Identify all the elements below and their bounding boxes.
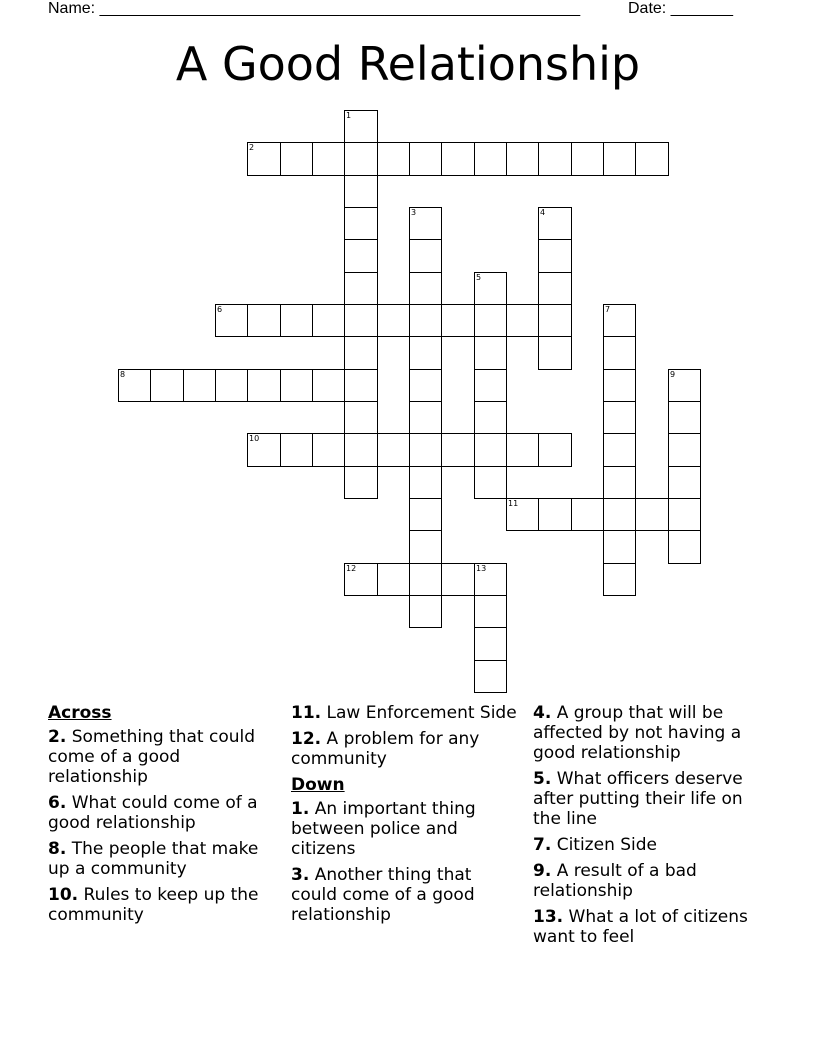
grid-cell (603, 369, 636, 402)
grid-cell (668, 466, 701, 499)
grid-cell (247, 433, 281, 467)
grid-cell (668, 369, 701, 402)
grid-cell (441, 142, 475, 176)
grid-cell (409, 272, 442, 305)
clue-number: 13 (476, 564, 487, 573)
grid-cell (571, 498, 604, 531)
grid-cell (247, 369, 281, 402)
grid-cell (538, 498, 572, 531)
clue-number: 12 (346, 564, 357, 573)
grid-cell (668, 401, 701, 434)
grid-cell (474, 369, 507, 402)
grid-cell (474, 401, 507, 434)
grid-cell (441, 304, 475, 337)
grid-cell (474, 466, 507, 499)
clue-number: 1 (346, 111, 352, 120)
grid-cell (538, 433, 572, 467)
clue-number: 6 (217, 305, 223, 314)
grid-cell (118, 369, 151, 402)
grid-cell (150, 369, 184, 402)
clue-number: 10 (249, 434, 260, 443)
grid-cell (247, 304, 281, 337)
grid-cell (247, 142, 281, 176)
clue-number: 7 (605, 305, 611, 314)
grid-cell (441, 563, 475, 596)
clue-across-12: 12. A problem for any community (291, 729, 480, 769)
grid-cell (377, 142, 410, 176)
grid-cell (603, 466, 636, 499)
clue-down-3: 3. Another thing that could come of a good relationship (291, 865, 475, 925)
clue-number: 8 (120, 370, 126, 379)
grid-cell (280, 304, 313, 337)
grid-cell (603, 336, 636, 370)
clue-down-5: 5. What officers deserve after putting their life on the line (533, 769, 743, 829)
grid-cell (344, 142, 378, 176)
clue-down-1: 1. An important thing between police and citizens (291, 799, 476, 859)
grid-cell (474, 336, 507, 370)
grid-cell (409, 595, 442, 628)
grid-cell (474, 142, 507, 176)
grid-cell (312, 304, 345, 337)
grid-cell (344, 433, 378, 467)
grid-cell (344, 563, 378, 596)
grid-cell (409, 336, 442, 370)
grid-cell (538, 304, 572, 337)
grid-cell (312, 369, 345, 402)
grid-cell (474, 304, 507, 337)
clue-number: 5 (476, 273, 482, 282)
grid-cell (409, 207, 442, 240)
grid-cell (409, 563, 442, 596)
grid-cell (506, 304, 539, 337)
clue-down-4: 4. A group that will be affected by not having a good relationship (533, 703, 742, 763)
grid-cell (377, 563, 410, 596)
grid-cell (344, 207, 378, 240)
clue-column-1 (48, 703, 278, 931)
grid-cell (215, 369, 248, 402)
grid-cell (668, 530, 701, 564)
grid-cell (377, 433, 410, 467)
down-heading: Down (291, 775, 345, 795)
clue-across-6: 6. What could come of a good relationship (48, 793, 258, 833)
grid-cell (538, 142, 572, 176)
grid-cell (603, 401, 636, 434)
grid-cell (668, 498, 701, 531)
grid-cell (344, 239, 378, 273)
grid-cell (409, 401, 442, 434)
clue-across-2: 2. Something that could come of a good relationship (48, 727, 256, 787)
clue-across-11: 11. Law Enforcement Side (291, 703, 517, 723)
puzzle-title: A Good Relationship (175, 37, 641, 91)
grid-cell (344, 369, 378, 402)
grid-cell (603, 498, 636, 531)
grid-cell (506, 433, 539, 467)
grid-cell (377, 304, 410, 337)
grid-cell (635, 142, 669, 176)
grid-cell (344, 272, 378, 305)
clue-column-3 (533, 703, 773, 953)
clue-number: 4 (540, 208, 546, 217)
grid-cell (280, 142, 313, 176)
grid-cell (409, 530, 442, 564)
grid-cell (409, 304, 442, 337)
grid-cell (603, 433, 636, 467)
name-field-label: Name: ______________________________________________________ (48, 0, 581, 17)
grid-cell (603, 142, 636, 176)
across-heading: Across (48, 703, 112, 723)
grid-cell (538, 336, 572, 370)
clue-number: 3 (411, 208, 417, 217)
grid-cell (312, 433, 345, 467)
grid-cell (344, 175, 378, 208)
grid-cell (506, 498, 539, 531)
clue-across-8: 8. The people that make up a community (48, 839, 259, 879)
grid-cell (603, 530, 636, 564)
clue-down-9: 9. A result of a bad relationship (533, 861, 697, 901)
grid-cell (344, 466, 378, 499)
grid-cell (441, 433, 475, 467)
clue-down-13: 13. What a lot of citizens want to feel (533, 907, 748, 947)
grid-cell (635, 498, 669, 531)
grid-cell (668, 433, 701, 467)
grid-cell (183, 369, 216, 402)
clue-number: 11 (508, 499, 519, 508)
grid-cell (571, 142, 604, 176)
clue-column-2 (291, 703, 521, 931)
grid-cell (474, 595, 507, 628)
grid-cell (215, 304, 248, 337)
grid-cell (409, 142, 442, 176)
grid-cell (280, 433, 313, 467)
date-field-label: Date: _______ (628, 0, 733, 17)
grid-cell (538, 272, 572, 305)
grid-cell (409, 466, 442, 499)
grid-cell (344, 401, 378, 434)
clue-number: 9 (670, 370, 676, 379)
grid-cell (506, 142, 539, 176)
grid-cell (538, 207, 572, 240)
grid-cell (409, 369, 442, 402)
grid-cell (409, 239, 442, 273)
grid-cell (280, 369, 313, 402)
grid-cell (344, 304, 378, 337)
clue-across-10: 10. Rules to keep up the community (48, 885, 259, 925)
grid-cell (538, 239, 572, 273)
grid-cell (409, 498, 442, 531)
clue-number: 2 (249, 143, 255, 152)
grid-cell (603, 563, 636, 596)
grid-cell (474, 627, 507, 661)
grid-cell (344, 110, 378, 143)
grid-cell (344, 336, 378, 370)
grid-cell (312, 142, 345, 176)
grid-cell (409, 433, 442, 467)
clue-down-7: 7. Citizen Side (533, 835, 658, 855)
grid-cell (474, 433, 507, 467)
grid-cell (603, 304, 636, 337)
grid-cell (474, 563, 507, 596)
grid-cell (474, 272, 507, 305)
grid-cell (474, 660, 507, 693)
